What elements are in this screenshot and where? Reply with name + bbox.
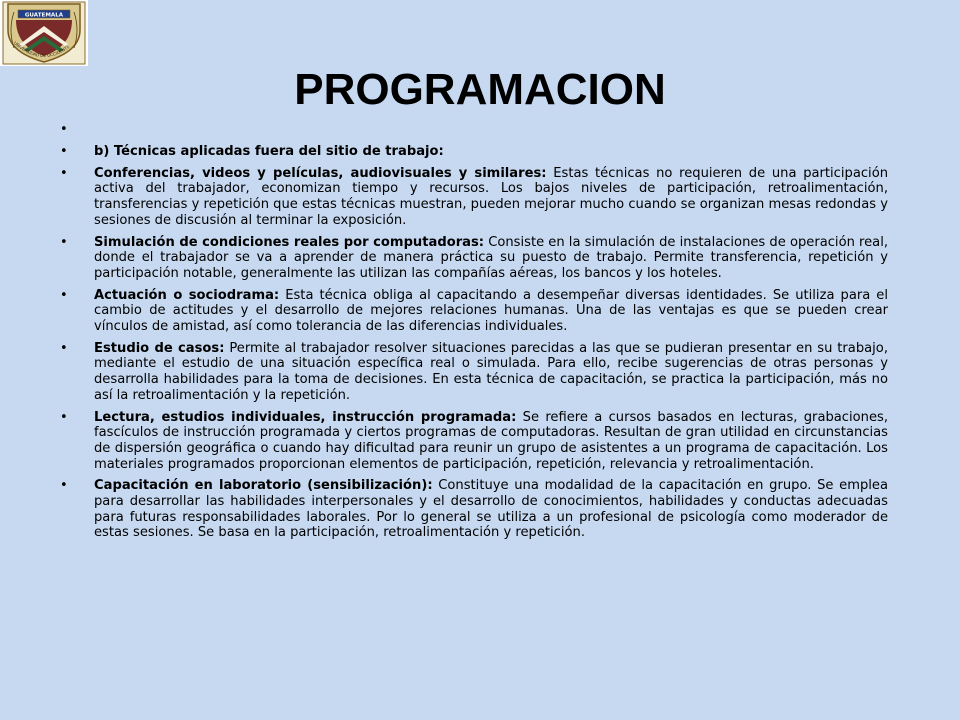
empty-bullet bbox=[60, 122, 888, 138]
list-item bbox=[60, 478, 889, 541]
list-item bbox=[60, 340, 888, 404]
list-item bbox=[60, 144, 888, 160]
item-text: Se refiere a cursos basados en lecturas, grabaciones, fascículos de instrucción programada y ciertos programas de computadoras. Resultan de gran utilidad en circunstancias de dispersión geográfica o cuando hay dificultad para reunir un grupo de asistentes a un programa de capacitación. Los materiales programados proporcionan elementos de participación, repetición, relevancia y retroalimentación. bbox=[94, 409, 888, 472]
bullet-marker: • bbox=[60, 409, 68, 425]
item-text: Esta técnica obliga al capacitando a desempeñar diversas identidades. Se utiliza para el cambio de actitudes y el desarrollo de mejores relaciones humanas. Una de las ventajas es que se pueden crear vínculos de amistad, así como tolerancia de las diferencias individuales. bbox=[94, 287, 888, 335]
logo-ring-text: UNIVERSIDAD DE OCCIDENTE bbox=[12, 40, 71, 59]
bullet-marker: • bbox=[60, 165, 68, 181]
item-heading: Simulación de condiciones reales por computadoras: bbox=[94, 234, 485, 250]
bullet-marker: • bbox=[60, 287, 68, 303]
list-item bbox=[60, 287, 888, 335]
bullet-list bbox=[60, 122, 889, 547]
item-text: Consiste en la simulación de instalaciones de operación real, donde el trabajador se va a aprender de manera práctica su puesto de trabajo. Permite transferencia, repetición y participación notable, generalmente las utilizan las compañías aéreas, los bancos y los hoteles. bbox=[94, 234, 889, 281]
list-item bbox=[60, 165, 889, 229]
list-item bbox=[60, 234, 889, 282]
bullet-marker: • bbox=[60, 340, 68, 356]
university-seal-logo bbox=[0, 0, 88, 66]
item-heading: Actuación o sociodrama: bbox=[94, 287, 280, 303]
bullet-marker: • bbox=[60, 144, 68, 159]
slide-title: PROGRAMACION bbox=[294, 65, 666, 114]
item-heading: Capacitación en laboratorio (sensibilización): bbox=[94, 478, 433, 494]
item-heading: Conferencias, videos y películas, audiovisuales y similares: bbox=[94, 165, 547, 181]
logo-band-text: GUATEMALA bbox=[24, 12, 64, 19]
item-heading: b) Técnicas aplicadas fuera del sitio de trabajo: bbox=[94, 144, 444, 159]
bullet-marker: • bbox=[60, 234, 68, 250]
list-item bbox=[60, 409, 888, 473]
item-text: Permite al trabajador resolver situaciones parecidas a las que se pudieran presentar en su trabajo, mediante el estudio de una situación específica real o simulada. Para ello, recibe sugerencias de otras personas y desarrolla habilidades para la toma de decisiones. En esta técnica de capacitación, se practica la participación, más no así la retroalimentación y la repetición. bbox=[94, 340, 888, 403]
bullet-marker: • bbox=[60, 122, 68, 137]
item-text: Constituye una modalidad de la capacitación en grupo. Se emplea para desarrollar las habilidades interpersonales y el desarrollo de conocimientos, habilidades y conductas adecuadas para futuras responsabilidades laborales. Por lo general se utiliza a un profesional de psicología como moderador de estas sesiones. Se basa en la participación, retroalimentación y repetición. bbox=[94, 478, 889, 541]
item-text: Estas técnicas no requieren de una participación activa del trabajador, economizan tiempo y recursos. Los bajos niveles de participación, retroalimentación, transferencias y repetición que estas técnicas muestran, pueden mejorar mucho cuando se organizan mesas redondas y sesiones de discusión al terminar la exposición. bbox=[94, 165, 889, 228]
item-heading: Estudio de casos: bbox=[94, 340, 225, 356]
item-heading: Lectura, estudios individuales, instrucción programada: bbox=[94, 409, 517, 425]
bullet-marker: • bbox=[60, 478, 68, 494]
